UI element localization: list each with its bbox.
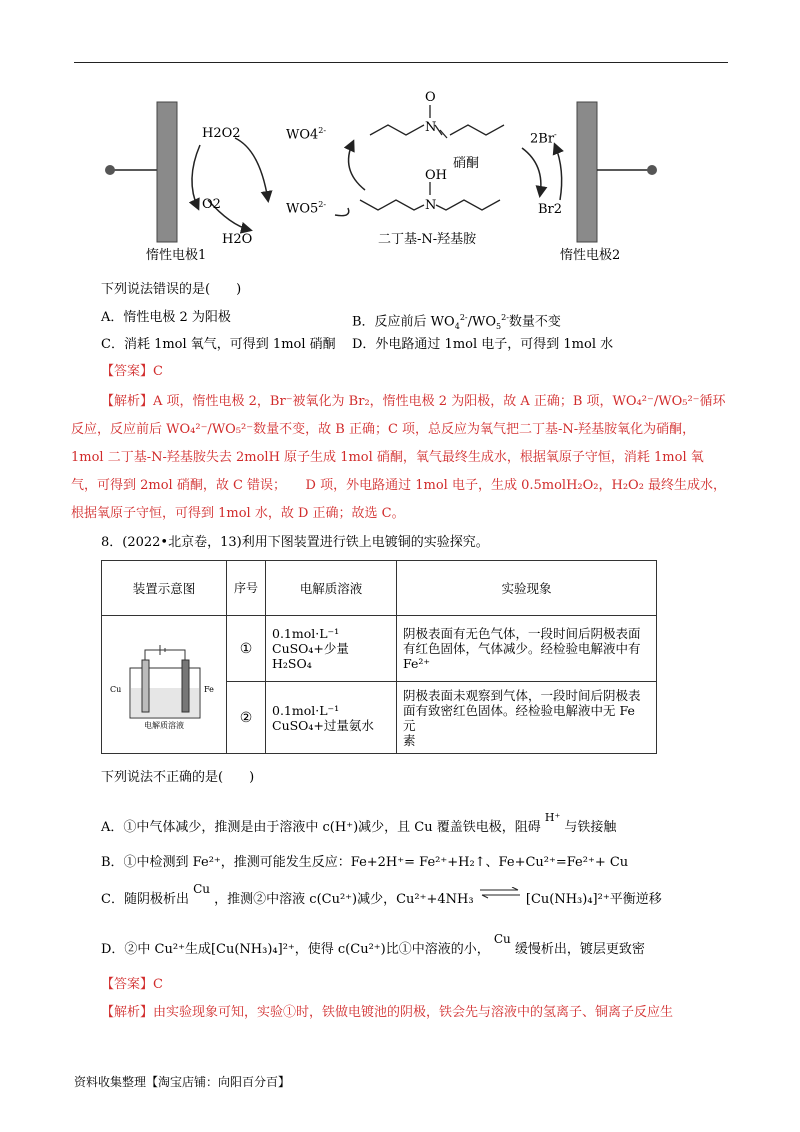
row2-phenomenon-line: 素 xyxy=(403,732,416,748)
row1-phenomenon-line: 阴极表面有无色气体，一段时间后阴极表面 xyxy=(403,626,641,641)
experiment-table xyxy=(101,560,657,754)
row1-solution-line: 0.1mol·L⁻¹ xyxy=(272,626,340,641)
row1-solution-line: H₂SO₄ xyxy=(272,656,312,671)
electrode-1-plate xyxy=(157,102,177,242)
table-row xyxy=(102,616,657,682)
q8-option-a-h: H⁺ xyxy=(544,811,561,824)
atom-n-label-top: N xyxy=(425,120,437,135)
q8-option-b: B．①中检测到 Fe²⁺，推测可能发生反应：Fe+2H⁺= Fe²⁺+H₂↑、Fe+Cu²⁺=Fe²⁺+ Cu xyxy=(101,855,629,870)
br-minus-label: 2Br- xyxy=(530,130,557,147)
equilibrium-arrow xyxy=(478,890,522,910)
q7-option-d: D．外电路通过 1mol 电子，可得到 1mol 水 xyxy=(352,337,614,352)
row2-solution-line: CuSO₄+过量氨水 xyxy=(272,717,374,733)
terminal-right xyxy=(647,165,657,175)
q8-option-d: D．②中 Cu²⁺生成[Cu(NH₃)₄]²⁺，使得 c(Cu²⁺)比①中溶液的小， Cu 缓慢析出，镀层更致密 xyxy=(101,932,645,957)
wo5-label: $WO5^{2-}$ xyxy=(286,200,327,217)
o2-label: O2 xyxy=(202,197,221,212)
row1-number: ① xyxy=(227,616,266,682)
nitrone-label: 硝酮 xyxy=(453,156,480,171)
electrode-2-plate xyxy=(577,102,597,242)
top-rule xyxy=(74,62,728,63)
row2-phenomenon-line: 阴极表面未观察到气体，一段时间后阴极表 xyxy=(403,687,641,703)
apparatus-cell xyxy=(102,616,227,754)
q7-analysis xyxy=(71,388,727,528)
q8-option-c-cu: Cu xyxy=(193,882,211,896)
q7-stem: 下列说法错误的是( ) xyxy=(101,282,242,297)
q7-analysis-line: 气，可得到 2mol 硝酮，故 C 错误； D 项，外电路通过 1mol 电子，生成 0.5molH₂O₂，H₂O₂ 最终生成水， xyxy=(71,478,727,493)
footer-source: 资料收集整理【淘宝店铺：向阳百分百】 xyxy=(74,1075,291,1089)
q7-analysis-line: 反应，反应前后 WO₄²⁻/WO₅²⁻数量不变，故 B 正确；C 项，总反应为氧气把二丁基-N-羟基胺氧化为硝酮， xyxy=(71,422,696,437)
table-header-row xyxy=(102,561,657,616)
q7-option-b: B．反应前后 $WO_4^{2-}/WO_5^{2-}$数量不变 xyxy=(352,313,561,331)
q8-analysis: 【解析】由实验现象可知，实验①时，铁做电镀池的阴极，铁会先与溶液中的氢离子、铜离子反应生 xyxy=(101,1005,674,1020)
q8-answer: 【答案】C xyxy=(101,977,163,992)
h2o-label: H2O xyxy=(222,232,253,247)
row1-solution xyxy=(266,616,397,682)
row1-solution-line: CuSO₄+少量 xyxy=(272,641,349,656)
h2o2-label: H2O2 xyxy=(202,126,241,141)
q7-answer: 【答案】C xyxy=(101,364,163,379)
q8-stem: 8．(2022•北京卷，13)利用下图装置进行铁上电镀铜的实验探究。 xyxy=(101,535,489,550)
row2-solution-line: 0.1mol·L⁻¹ xyxy=(272,702,340,718)
row2-number: ② xyxy=(227,682,266,754)
atom-oh-label: OH xyxy=(425,168,447,183)
q7-option-a: A．惰性电极 2 为阳极 xyxy=(101,310,231,325)
apparatus-cu-label: Cu xyxy=(110,684,122,694)
terminal-left xyxy=(105,165,115,175)
apparatus-figure xyxy=(108,620,220,750)
wo4-label: $WO4^{2-}$ xyxy=(286,126,327,143)
q7-analysis-line: 根据氧原子守恒，可得到 1mol 水，故 D 正确；故选 C。 xyxy=(71,506,405,521)
hydroxylamine-label: 二丁基-N-羟基胺 xyxy=(378,232,477,247)
br2-label: Br2 xyxy=(538,202,563,217)
row1-phenomenon-line: Fe²⁺ xyxy=(403,656,430,671)
electrode-1-label: 惰性电极1 xyxy=(146,248,207,263)
header-number: 序号 xyxy=(227,561,266,616)
row2-phenomenon-line: 面有致密红色固体。经检验电解液中无 Fe 元 xyxy=(403,702,635,733)
q7-analysis-line: 【解析】A 项，惰性电极 2，Br⁻被氧化为 Br₂，惰性电极 2 为阳极，故 A 正确；B 项，WO₄²⁻/WO₅²⁻循环 xyxy=(101,394,726,409)
electrolysis-diagram xyxy=(90,90,690,265)
q7-analysis-line: 1mol 二丁基-N-羟基胺失去 2molH 原子生成 1mol 硝酮，氧气最终生成水，根据氧原子守恒，消耗 1mol 氧 xyxy=(71,450,704,465)
header-phenomenon: 实验现象 xyxy=(397,561,657,616)
q8-option-d-cu: Cu xyxy=(493,932,511,946)
header-solution: 电解质溶液 xyxy=(266,561,397,616)
q8-option-c: C．随阴极析出 Cu ，推测②中溶液 c(Cu²⁺)减少，Cu²⁺+4NH₃ [Cu(NH₃)₄]²⁺平衡逆移 xyxy=(101,889,662,910)
atom-o-label: O xyxy=(425,90,436,105)
row2-solution xyxy=(266,682,397,754)
apparatus-fe-label: Fe xyxy=(204,684,214,694)
row1-phenomenon xyxy=(397,616,657,682)
electrode-2-label: 惰性电极2 xyxy=(560,248,621,263)
q8-stem2: 下列说法不正确的是( ) xyxy=(101,770,255,785)
row2-phenomenon xyxy=(397,682,657,754)
atom-n-label-bottom: N xyxy=(425,198,437,213)
q7-option-c: C．消耗 1mol 氧气，可得到 1mol 硝酮 xyxy=(101,337,336,352)
header-apparatus: 装置示意图 xyxy=(102,561,227,616)
q8-option-a: A．①中气体减少，推测是由于溶液中 c(H⁺)减少，且 Cu 覆盖铁电极，阻碍 $^{H^+}$ 与铁接触 xyxy=(101,811,617,835)
apparatus-solution-label: 电解质溶液 xyxy=(144,720,184,730)
row1-phenomenon-line: 有红色固体，气体减少。经检验电解液中有 xyxy=(403,641,641,656)
